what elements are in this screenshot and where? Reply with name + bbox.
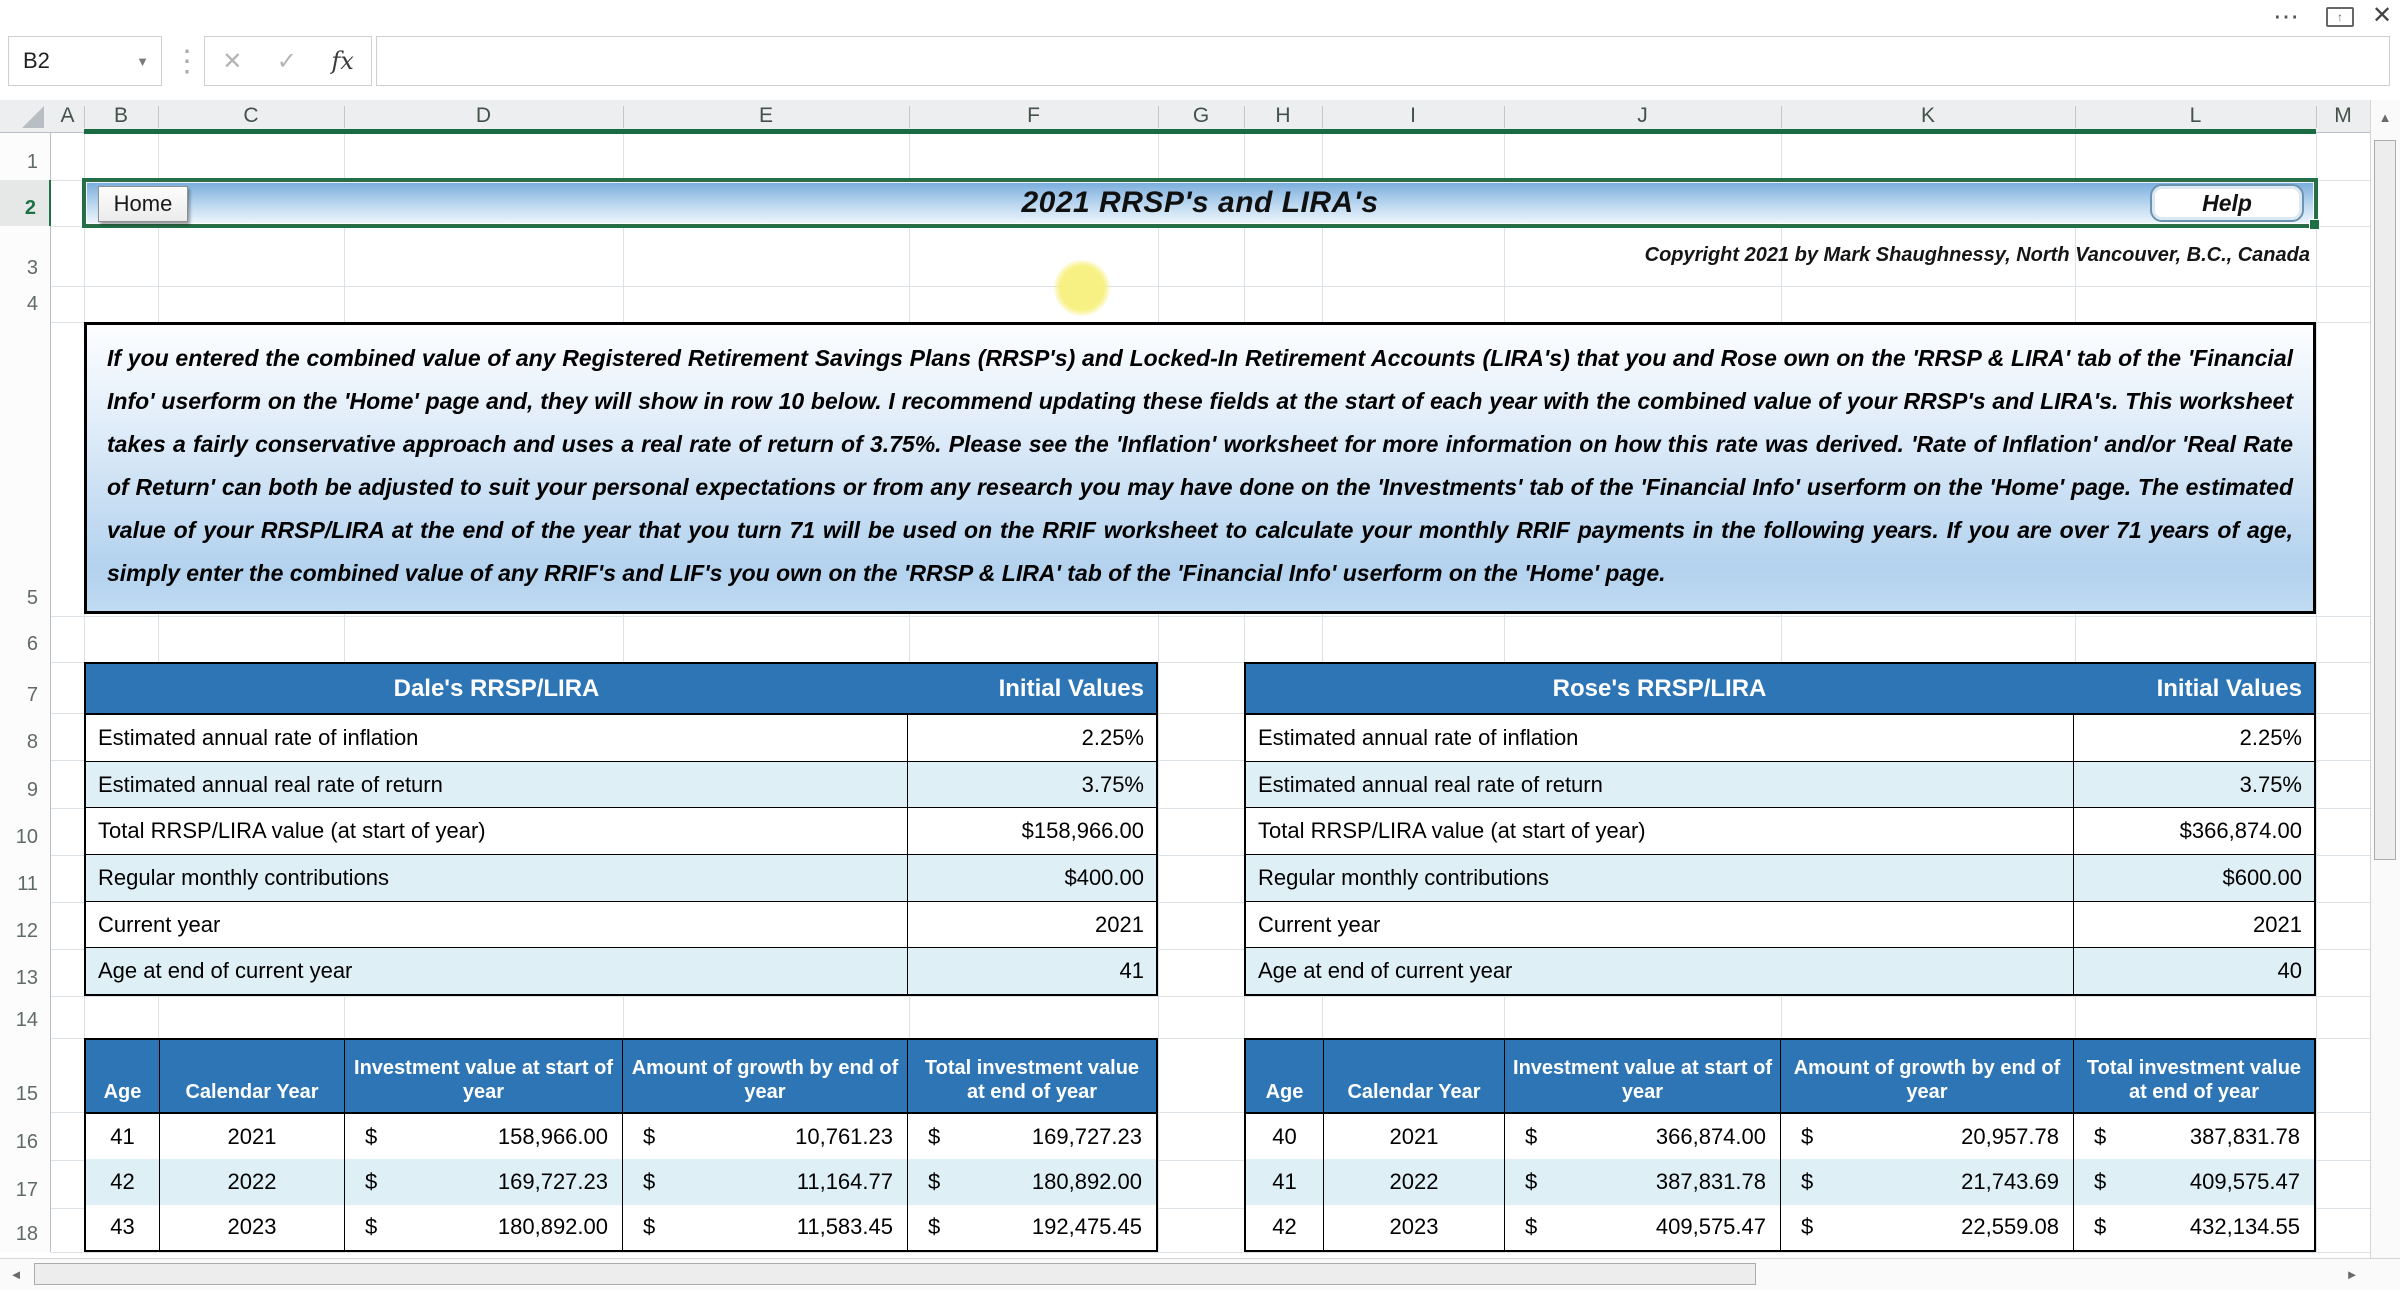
currency-symbol: $ [2094,1214,2107,1240]
home-button-label: Home [113,191,173,216]
amount: 22,559.08 [1961,1214,2059,1240]
table-row [1246,807,2314,854]
money-cell[interactable] [1780,1205,2073,1250]
scroll-right-button[interactable] [2340,1262,2364,1286]
col-header-total[interactable]: Total investment value at end of year [907,1040,1156,1112]
money-cell[interactable] [907,1205,1156,1250]
rose-projection-table [1244,1038,2316,1252]
money-cell[interactable] [1504,1205,1780,1250]
money-cell[interactable] [2073,1114,2314,1159]
currency-symbol: $ [1801,1214,1814,1240]
scroll-left-button[interactable] [4,1262,28,1286]
dale-projection-table [84,1038,1158,1252]
money-cell[interactable] [907,1114,1156,1159]
year-cell[interactable]: 2023 [159,1205,344,1250]
row-header-14[interactable]: 14 [15,1009,38,1031]
money-cell[interactable] [344,1114,622,1159]
currency-symbol: $ [1525,1168,1538,1194]
info-label-cell[interactable]: Total RRSP/LIRA value (at start of year) [1258,818,1646,844]
column-header-a[interactable]: A [60,104,75,127]
age-cell[interactable]: 40 [1272,1123,1297,1149]
amount: 366,874.00 [1655,1123,1766,1149]
age-cell[interactable]: 42 [1272,1214,1297,1240]
amount: 158,966.00 [497,1123,608,1149]
currency-symbol: $ [365,1214,378,1240]
info-value-cell[interactable]: 3.75% [907,762,1156,808]
row-header-1[interactable]: 1 [26,151,38,173]
money-cell[interactable] [622,1159,907,1204]
money-cell[interactable] [1780,1159,2073,1204]
info-label-cell[interactable]: Total RRSP/LIRA value (at start of year) [98,818,486,844]
table-row [86,1159,1156,1204]
column-header-k[interactable]: K [1920,104,1935,127]
col-header-age[interactable]: Age [1265,1081,1304,1103]
scroll-left-icon: ◄ [9,1266,23,1282]
table-row [1246,1205,2314,1250]
amount: 387,831.78 [2189,1123,2300,1149]
amount: 169,727.23 [497,1168,608,1194]
rose-info-header [1246,664,2314,715]
enter-icon[interactable]: ✓ [276,47,297,75]
chevron-down-icon[interactable]: ▼ [136,53,149,69]
row-header-13[interactable]: 13 [15,967,38,989]
currency-symbol: $ [928,1168,941,1194]
info-value-cell[interactable]: 40 [2073,948,2314,994]
cursor-highlight [1054,260,1110,316]
info-value-cell[interactable]: $158,966.00 [907,808,1156,854]
col-header-start[interactable]: Investment value at start of year [344,1040,622,1112]
table-row [1246,715,2314,761]
table-row [1246,1159,2314,1204]
age-cell[interactable]: 41 [1272,1168,1297,1194]
money-cell[interactable] [344,1159,622,1204]
info-value-cell[interactable]: 2021 [907,902,1156,948]
info-label-cell[interactable]: Age at end of current year [98,958,353,984]
money-cell[interactable] [1504,1114,1780,1159]
row-header-4[interactable]: 4 [26,293,38,315]
rose-projection-header [1246,1040,2314,1114]
vertical-scroll-thumb[interactable] [2374,140,2396,860]
currency-symbol: $ [365,1123,378,1149]
column-header-f[interactable]: F [1027,104,1040,127]
currency-symbol: $ [1801,1123,1814,1149]
scroll-up-button[interactable] [2372,102,2398,132]
horizontal-scroll-thumb[interactable] [34,1263,1756,1285]
table-row [1246,1114,2314,1159]
row-header-10[interactable]: 10 [15,826,38,848]
money-cell[interactable] [622,1114,907,1159]
table-row [1246,947,2314,994]
info-label-cell[interactable]: Estimated annual real rate of return [98,771,443,797]
more-icon: ⋯ [2273,0,2299,31]
col-header-start[interactable]: Investment value at start of year [1504,1040,1780,1112]
table-row [1246,761,2314,808]
row-header-11[interactable]: 11 [17,873,38,895]
col-header-total[interactable]: Total investment value at end of year [2073,1040,2314,1112]
age-cell[interactable]: 42 [110,1168,135,1194]
dale-info-title[interactable]: Dale's RRSP/LIRA [393,674,600,702]
year-cell[interactable]: 2021 [159,1114,344,1159]
amount: 20,957.78 [1961,1123,2059,1149]
money-cell[interactable] [2073,1205,2314,1250]
amount: 409,575.47 [1655,1214,1766,1240]
currency-symbol: $ [928,1214,941,1240]
column-header-b[interactable]: B [113,104,128,127]
dale-initial-values-header[interactable]: Initial Values [998,674,1144,702]
year-cell[interactable]: 2022 [159,1159,344,1204]
dale-info-header [86,664,1156,715]
amount: 11,164.77 [796,1168,893,1194]
info-value-cell[interactable]: $600.00 [2073,855,2314,901]
rose-info-title[interactable]: Rose's RRSP/LIRA [1552,674,1767,702]
amount: 180,892.00 [497,1214,608,1240]
row-header-2[interactable]: 2 [0,180,51,226]
help-button[interactable] [2150,184,2304,222]
amount: 21,743.69 [1961,1168,2059,1194]
info-value-cell[interactable]: 2.25% [907,715,1156,761]
info-label-cell[interactable]: Regular monthly contributions [98,864,390,890]
age-cell[interactable]: 41 [110,1123,135,1149]
close-icon: ✕ [2371,1,2393,29]
currency-symbol: $ [2094,1168,2107,1194]
amount: 180,892.00 [1031,1168,1142,1194]
info-label-cell[interactable]: Current year [98,911,221,937]
row-header-3[interactable]: 3 [26,257,38,279]
selected-columns-underline [84,129,2316,134]
currency-symbol: $ [2094,1123,2107,1149]
info-label-cell[interactable]: Regular monthly contributions [1258,864,1550,890]
table-row [86,901,1156,948]
amount: 192,475.45 [1031,1214,1142,1240]
row-header-15[interactable]: 15 [15,1083,38,1105]
column-header-i[interactable]: I [1410,104,1416,127]
column-header-l[interactable]: L [2189,104,2202,127]
table-row [86,715,1156,761]
row-header-6[interactable]: 6 [26,633,38,655]
money-cell[interactable] [1780,1114,2073,1159]
dale-projection-header [86,1040,1156,1114]
row-header-17[interactable]: 17 [15,1179,38,1201]
amount: 387,831.78 [1655,1168,1766,1194]
money-cell[interactable] [622,1205,907,1250]
year-cell[interactable]: 2023 [1323,1205,1504,1250]
table-row [86,854,1156,901]
column-header-g[interactable]: G [1192,104,1210,127]
column-header-j[interactable]: J [1637,104,1648,127]
info-value-cell[interactable]: 2.25% [2073,715,2314,761]
col-header-age[interactable]: Age [103,1081,142,1103]
formula-bar-handle[interactable]: ⋮ [172,45,202,78]
scroll-right-icon: ► [2345,1266,2359,1282]
info-label-cell[interactable]: Current year [1258,911,1381,937]
amount: 10,761.23 [795,1123,893,1149]
info-label-cell[interactable]: Estimated annual rate of inflation [98,724,419,750]
insert-function-icon[interactable]: fx [331,47,354,75]
col-header-year[interactable]: Calendar Year [159,1040,344,1112]
table-row [86,1205,1156,1250]
scrollbar-corner [2370,1258,2400,1290]
column-header-h[interactable]: H [1275,104,1291,127]
rose-info-table [1244,662,2316,996]
row-header-16[interactable]: 16 [15,1131,38,1153]
info-value-cell[interactable]: 2021 [2073,902,2314,948]
row-header-5[interactable]: 5 [26,587,38,609]
col-header-growth[interactable]: Amount of growth by end of year [622,1040,907,1112]
table-row [86,947,1156,994]
row-header-9[interactable]: 9 [26,779,38,801]
expand-ribbon-icon: ↑ [2337,10,2343,24]
table-row [1246,854,2314,901]
money-cell[interactable] [1504,1159,1780,1204]
dale-info-table [84,662,1158,996]
currency-symbol: $ [643,1168,656,1194]
cancel-icon[interactable]: ✕ [222,47,243,75]
row-header-8[interactable]: 8 [26,731,38,753]
row-header-12[interactable]: 12 [15,920,38,942]
col-header-year[interactable]: Calendar Year [1323,1040,1504,1112]
currency-symbol: $ [1801,1168,1814,1194]
info-label-cell[interactable]: Age at end of current year [1258,958,1513,984]
money-cell[interactable] [344,1205,622,1250]
currency-symbol: $ [643,1214,656,1240]
currency-symbol: $ [928,1123,941,1149]
currency-symbol: $ [1525,1214,1538,1240]
money-cell[interactable] [2073,1159,2314,1204]
currency-symbol: $ [643,1123,656,1149]
column-header-c[interactable]: C [243,104,259,127]
table-row [86,1114,1156,1159]
money-cell[interactable] [907,1159,1156,1204]
info-label-cell[interactable]: Estimated annual rate of inflation [1258,724,1579,750]
amount: 432,134.55 [2189,1214,2300,1240]
info-value-cell[interactable]: 3.75% [2073,762,2314,808]
column-header-e[interactable]: E [758,104,773,127]
scroll-up-icon: ▲ [2378,109,2392,125]
age-cell[interactable]: 43 [110,1214,135,1240]
help-button-label: Help [2202,189,2252,216]
name-box-value: B2 [23,48,50,73]
title-banner-cell[interactable] [84,180,2316,226]
table-row [86,807,1156,854]
currency-symbol: $ [365,1168,378,1194]
column-header-d[interactable]: D [475,104,492,127]
info-value-cell[interactable]: $366,874.00 [2073,808,2314,854]
table-row [1246,901,2314,948]
page-title: 2021 RRSP's and LIRA's [1021,186,1379,219]
amount: 11,583.45 [796,1214,893,1240]
selection-fill-handle[interactable] [2309,219,2320,230]
amount: 409,575.47 [2189,1168,2300,1194]
column-header-m[interactable]: M [2334,104,2352,127]
copyright-text: Copyright 2021 by Mark Shaughnessy, North Vancouver, B.C., Canada [1644,243,2310,266]
info-value-cell[interactable]: $400.00 [907,855,1156,901]
currency-symbol: $ [1525,1123,1538,1149]
intro-text-box[interactable]: If you entered the combined value of any Registered Retirement Savings Plans (RRSP's) and Locked-In Retirement Accounts (LIRA's) that you and Rose own on the 'RRSP & LIRA' tab of the 'Financial Info' userform on the 'Home' page and, they will show in row 10 below. I recommend updating these fields at the start of each year with the combined value of your RRSP's and LIRA's. This worksheet takes a fairly conservative approach and uses a real rate of return of 3.75%. Please see the 'Inflation' worksheet for more information on how this rate was derived. 'Rate of Inflation' and/or 'Real Rate of Return' can both be adjusted to suit your personal expectations or from any research you may have done on the 'Investments' tab of the 'Financial Info' userform on the 'Home' page. The estimated value of your RRSP/LIRA at the end of the year that you turn 71 will be used on the RRIF worksheet to calculate your monthly RRIF payments in the following years. If you are over 71 years of age, simply enter the combined value of any RRIF's and LIF's you own on the 'RRSP & LIRA' tab of the 'Financial Info' userform on the 'Home' page. [84,322,2316,614]
row-header-18[interactable]: 18 [15,1223,38,1245]
amount: 169,727.23 [1031,1123,1142,1149]
table-row [86,761,1156,808]
info-label-cell[interactable]: Estimated annual real rate of return [1258,771,1603,797]
rose-initial-values-header[interactable]: Initial Values [2156,674,2302,702]
row-header-7[interactable]: 7 [26,684,38,706]
info-value-cell[interactable]: 41 [907,948,1156,994]
col-header-growth[interactable]: Amount of growth by end of year [1780,1040,2073,1112]
year-cell[interactable]: 2022 [1323,1159,1504,1204]
year-cell[interactable]: 2021 [1323,1114,1504,1159]
